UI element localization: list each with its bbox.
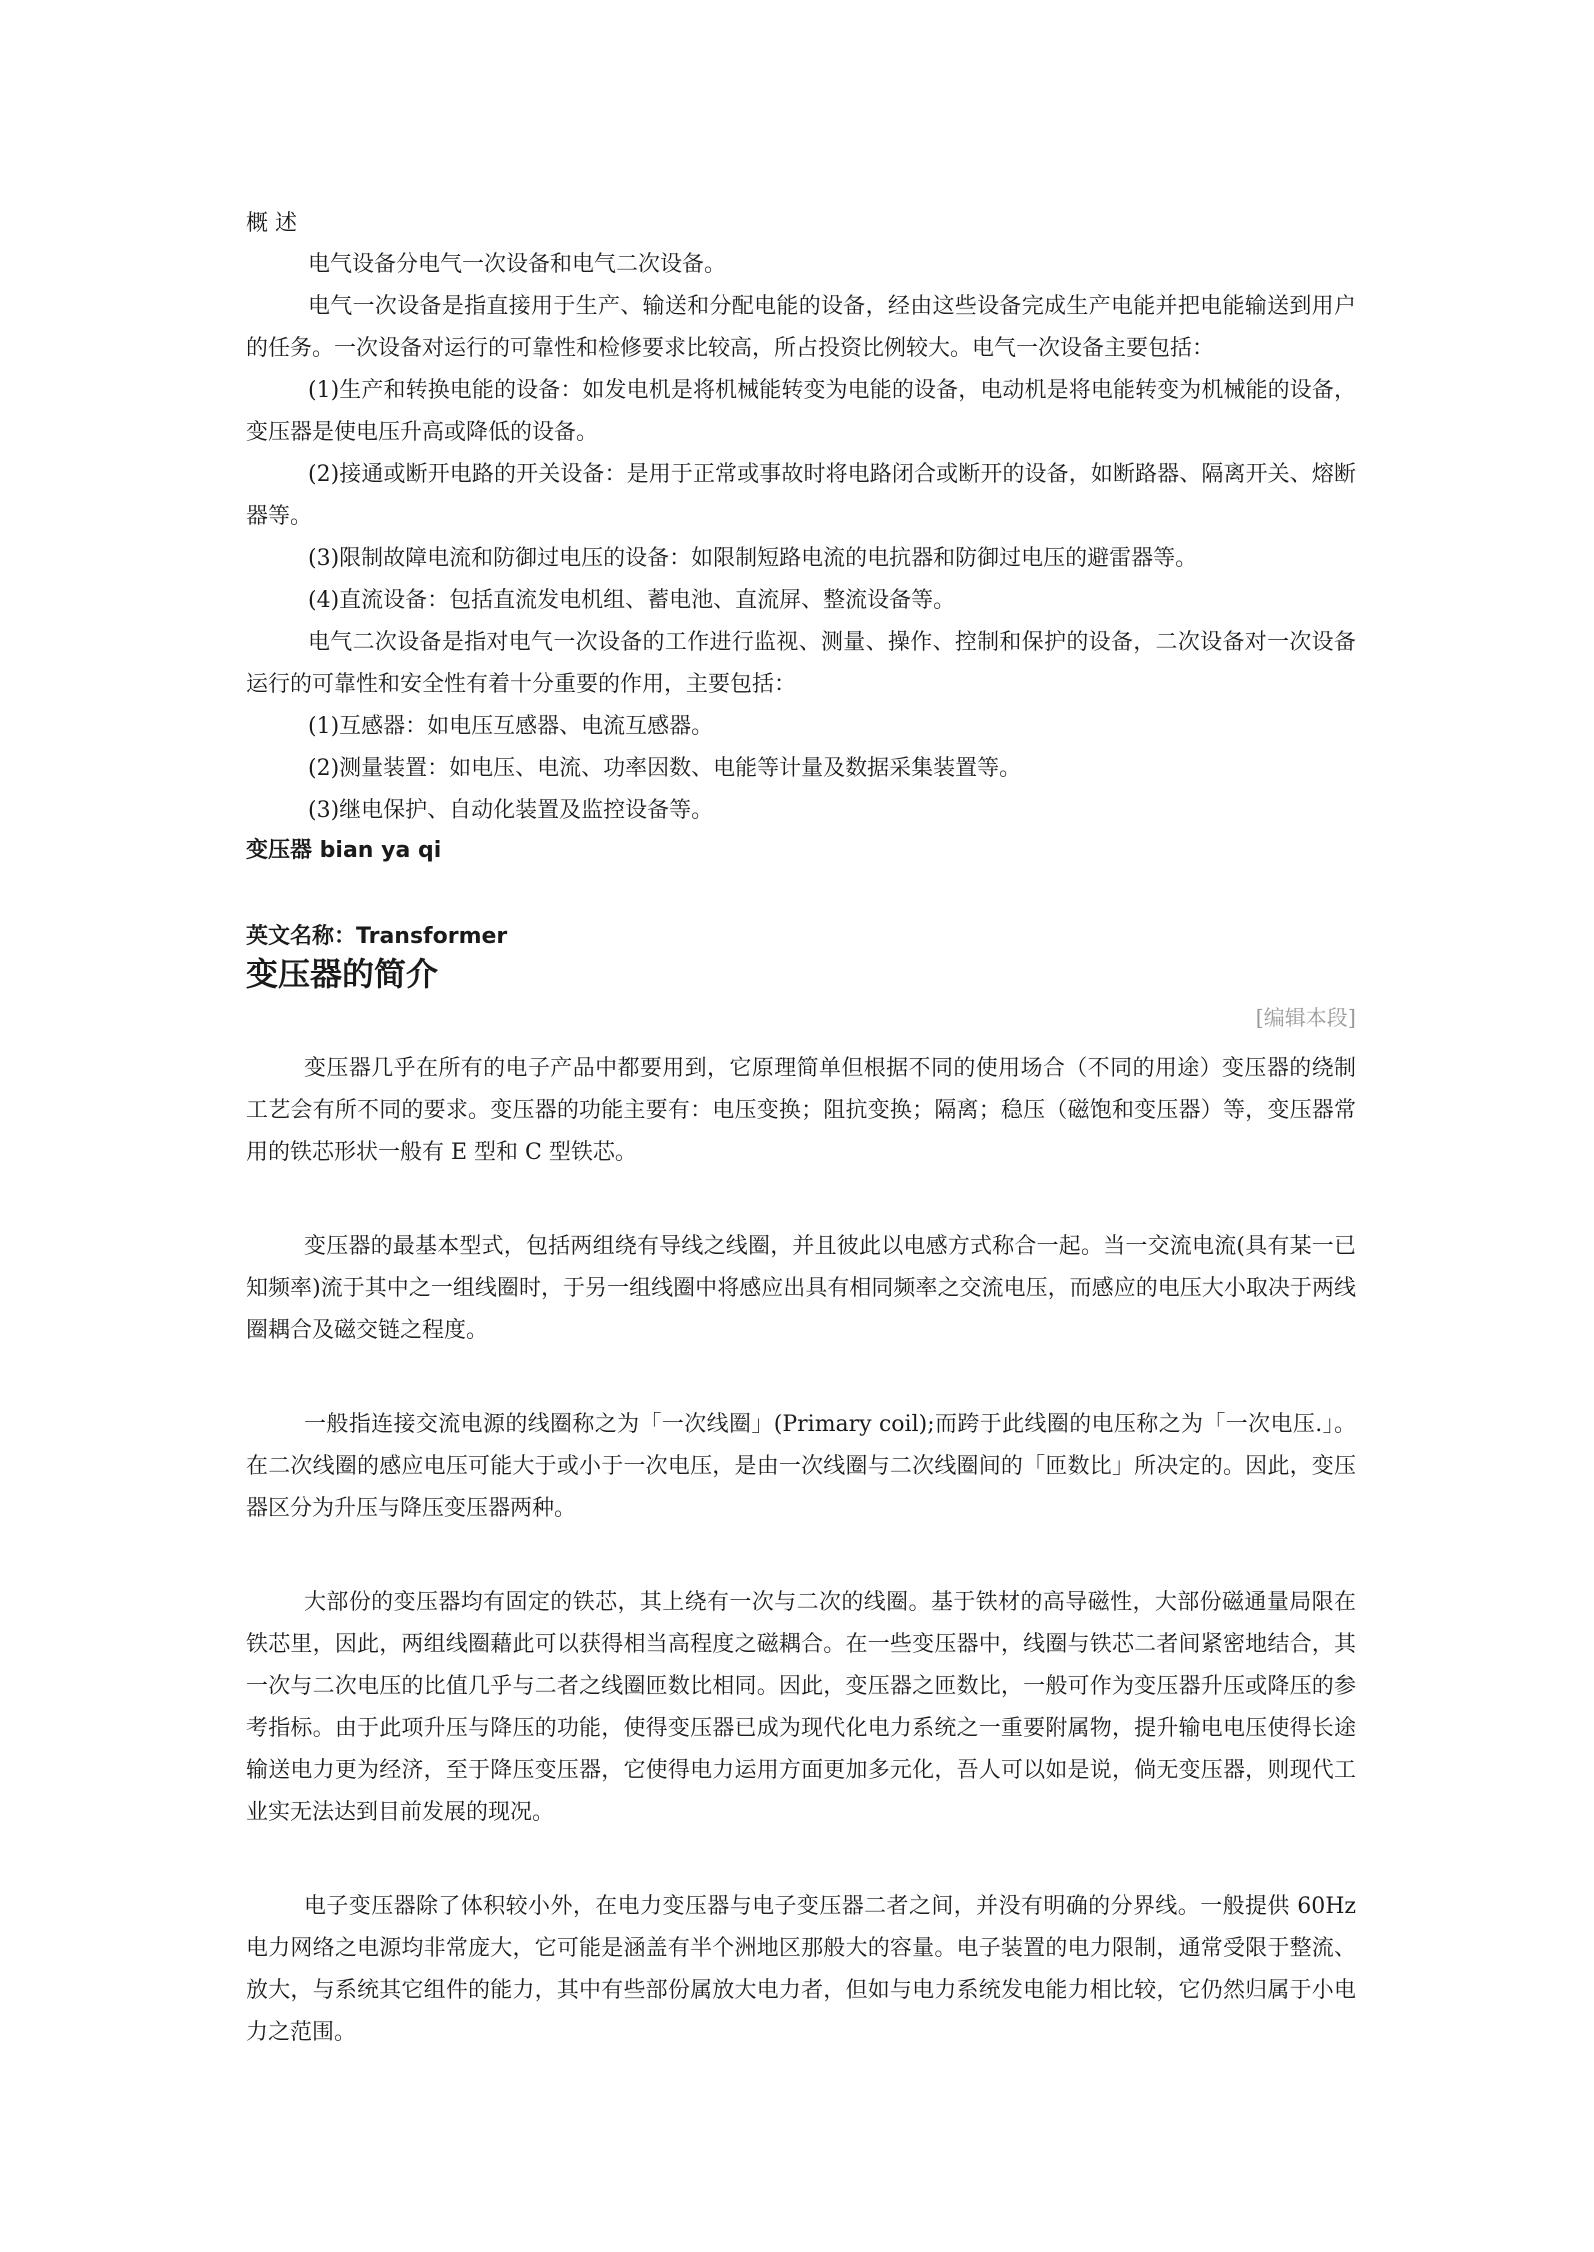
english-name: 英文名称：Transformer bbox=[246, 924, 508, 949]
overview-paragraph: (2)测量装置：如电压、电流、功率因数、电能等计量及数据采集装置等。 bbox=[308, 756, 1022, 781]
overview-paragraph: 电气二次设备是指对电气一次设备的工作进行监视、测量、操作、控制和保护的设备，二次设备对一次设备运行的可靠性和安全性有着十分重要的作用，主要包括： bbox=[246, 630, 1356, 697]
overview-title: 概 述 bbox=[246, 211, 297, 236]
intro-paragraph: 大部份的变压器均有固定的铁芯，其上绕有一次与二次的线圈。基于铁材的高导磁性，大部份磁通量局限在铁芯里，因此，两组线圈藉此可以获得相当高程度之磁耦合。在一些变压器中，线圈与铁芯二者间紧密地结合，其一次与二次电压的比值几乎与二者之线圈匝数比相同。因此，变压器之匝数比，一般可作为变压器升压或降压的参考指标。由于此项升压与降压的功能，使得变压器已成为现代化电力系统之一重要附属物，提升输电电压使得长途输送电力更为经济，至于降压变压器，它使得电力运用方面更加多元化，吾人可以如是说，倘无变压器，则现代工业实无法达到目前发展的现况。 bbox=[246, 1590, 1356, 1825]
overview-paragraph: (1)互感器：如电压互感器、电流互感器。 bbox=[308, 714, 714, 739]
transformer-heading: 变压器 bian ya qi bbox=[246, 838, 442, 863]
intro-paragraph: 变压器几乎在所有的电子产品中都要用到，它原理简单但根据不同的使用场合（不同的用途）变压器的绕制工艺会有所不同的要求。变压器的功能主要有：电压变换；阻抗变换；隔离；稳压（磁饱和变压器）等，变压器常用的铁芯形状一般有 E 型和 C 型铁芯。 bbox=[246, 1056, 1356, 1165]
overview-paragraph: (1)生产和转换电能的设备：如发电机是将机械能转变为电能的设备，电动机是将电能转变为机械能的设备，变压器是使电压升高或降低的设备。 bbox=[246, 378, 1356, 445]
overview-paragraph: (3)限制故障电流和防御过电压的设备：如限制短路电流的电抗器和防御过电压的避雷器等。 bbox=[308, 546, 1198, 571]
overview-paragraph: 电气一次设备是指直接用于生产、输送和分配电能的设备，经由这些设备完成生产电能并把电能输送到用户的任务。一次设备对运行的可靠性和检修要求比较高，所占投资比例较大。电气一次设备主要包括： bbox=[246, 294, 1356, 361]
intro-paragraph: 一般指连接交流电源的线圈称之为「一次线圈」(Primary coil);而跨于此线圈的电压称之为「一次电压.」。在二次线圈的感应电压可能大于或小于一次电压，是由一次线圈与二次线圈间的「匝数比」所决定的。因此，变压器区分为升压与降压变压器两种。 bbox=[246, 1412, 1356, 1521]
intro-paragraph: 变压器的最基本型式，包括两组绕有导线之线圈，并且彼此以电感方式称合一起。当一交流电流(具有某一已知频率)流于其中之一组线圈时，于另一组线圈中将感应出具有相同频率之交流电压，而感应的电压大小取决于两线圈耦合及磁交链之程度。 bbox=[246, 1234, 1356, 1343]
edit-section-link[interactable]: [编辑本段] bbox=[1255, 1006, 1356, 1030]
overview-section bbox=[246, 204, 1356, 832]
overview-paragraph: (2)接通或断开电路的开关设备：是用于正常或事故时将电路闭合或断开的设备，如断路器、隔离开关、熔断器等。 bbox=[246, 462, 1356, 529]
overview-paragraph: (4)直流设备：包括直流发电机组、蓄电池、直流屏、整流设备等。 bbox=[308, 588, 956, 613]
intro-paragraph: 电子变压器除了体积较小外，在电力变压器与电子变压器二者之间，并没有明确的分界线。一般提供 60Hz 电力网络之电源均非常庞大，它可能是涵盖有半个洲地区那般大的容量。电子装置的电力限制，通常受限于整流、放大，与系统其它组件的能力，其中有些部份属放大电力者，但如与电力系统发电能力相比较，它仍然归属于小电力之范围。 bbox=[246, 1894, 1356, 2045]
intro-section bbox=[246, 1048, 1356, 2054]
overview-paragraph: 电气设备分电气一次设备和电气二次设备。 bbox=[308, 252, 727, 277]
intro-title: 变压器的简介 bbox=[246, 955, 439, 993]
overview-paragraph: (3)继电保护、自动化装置及监控设备等。 bbox=[308, 798, 714, 823]
